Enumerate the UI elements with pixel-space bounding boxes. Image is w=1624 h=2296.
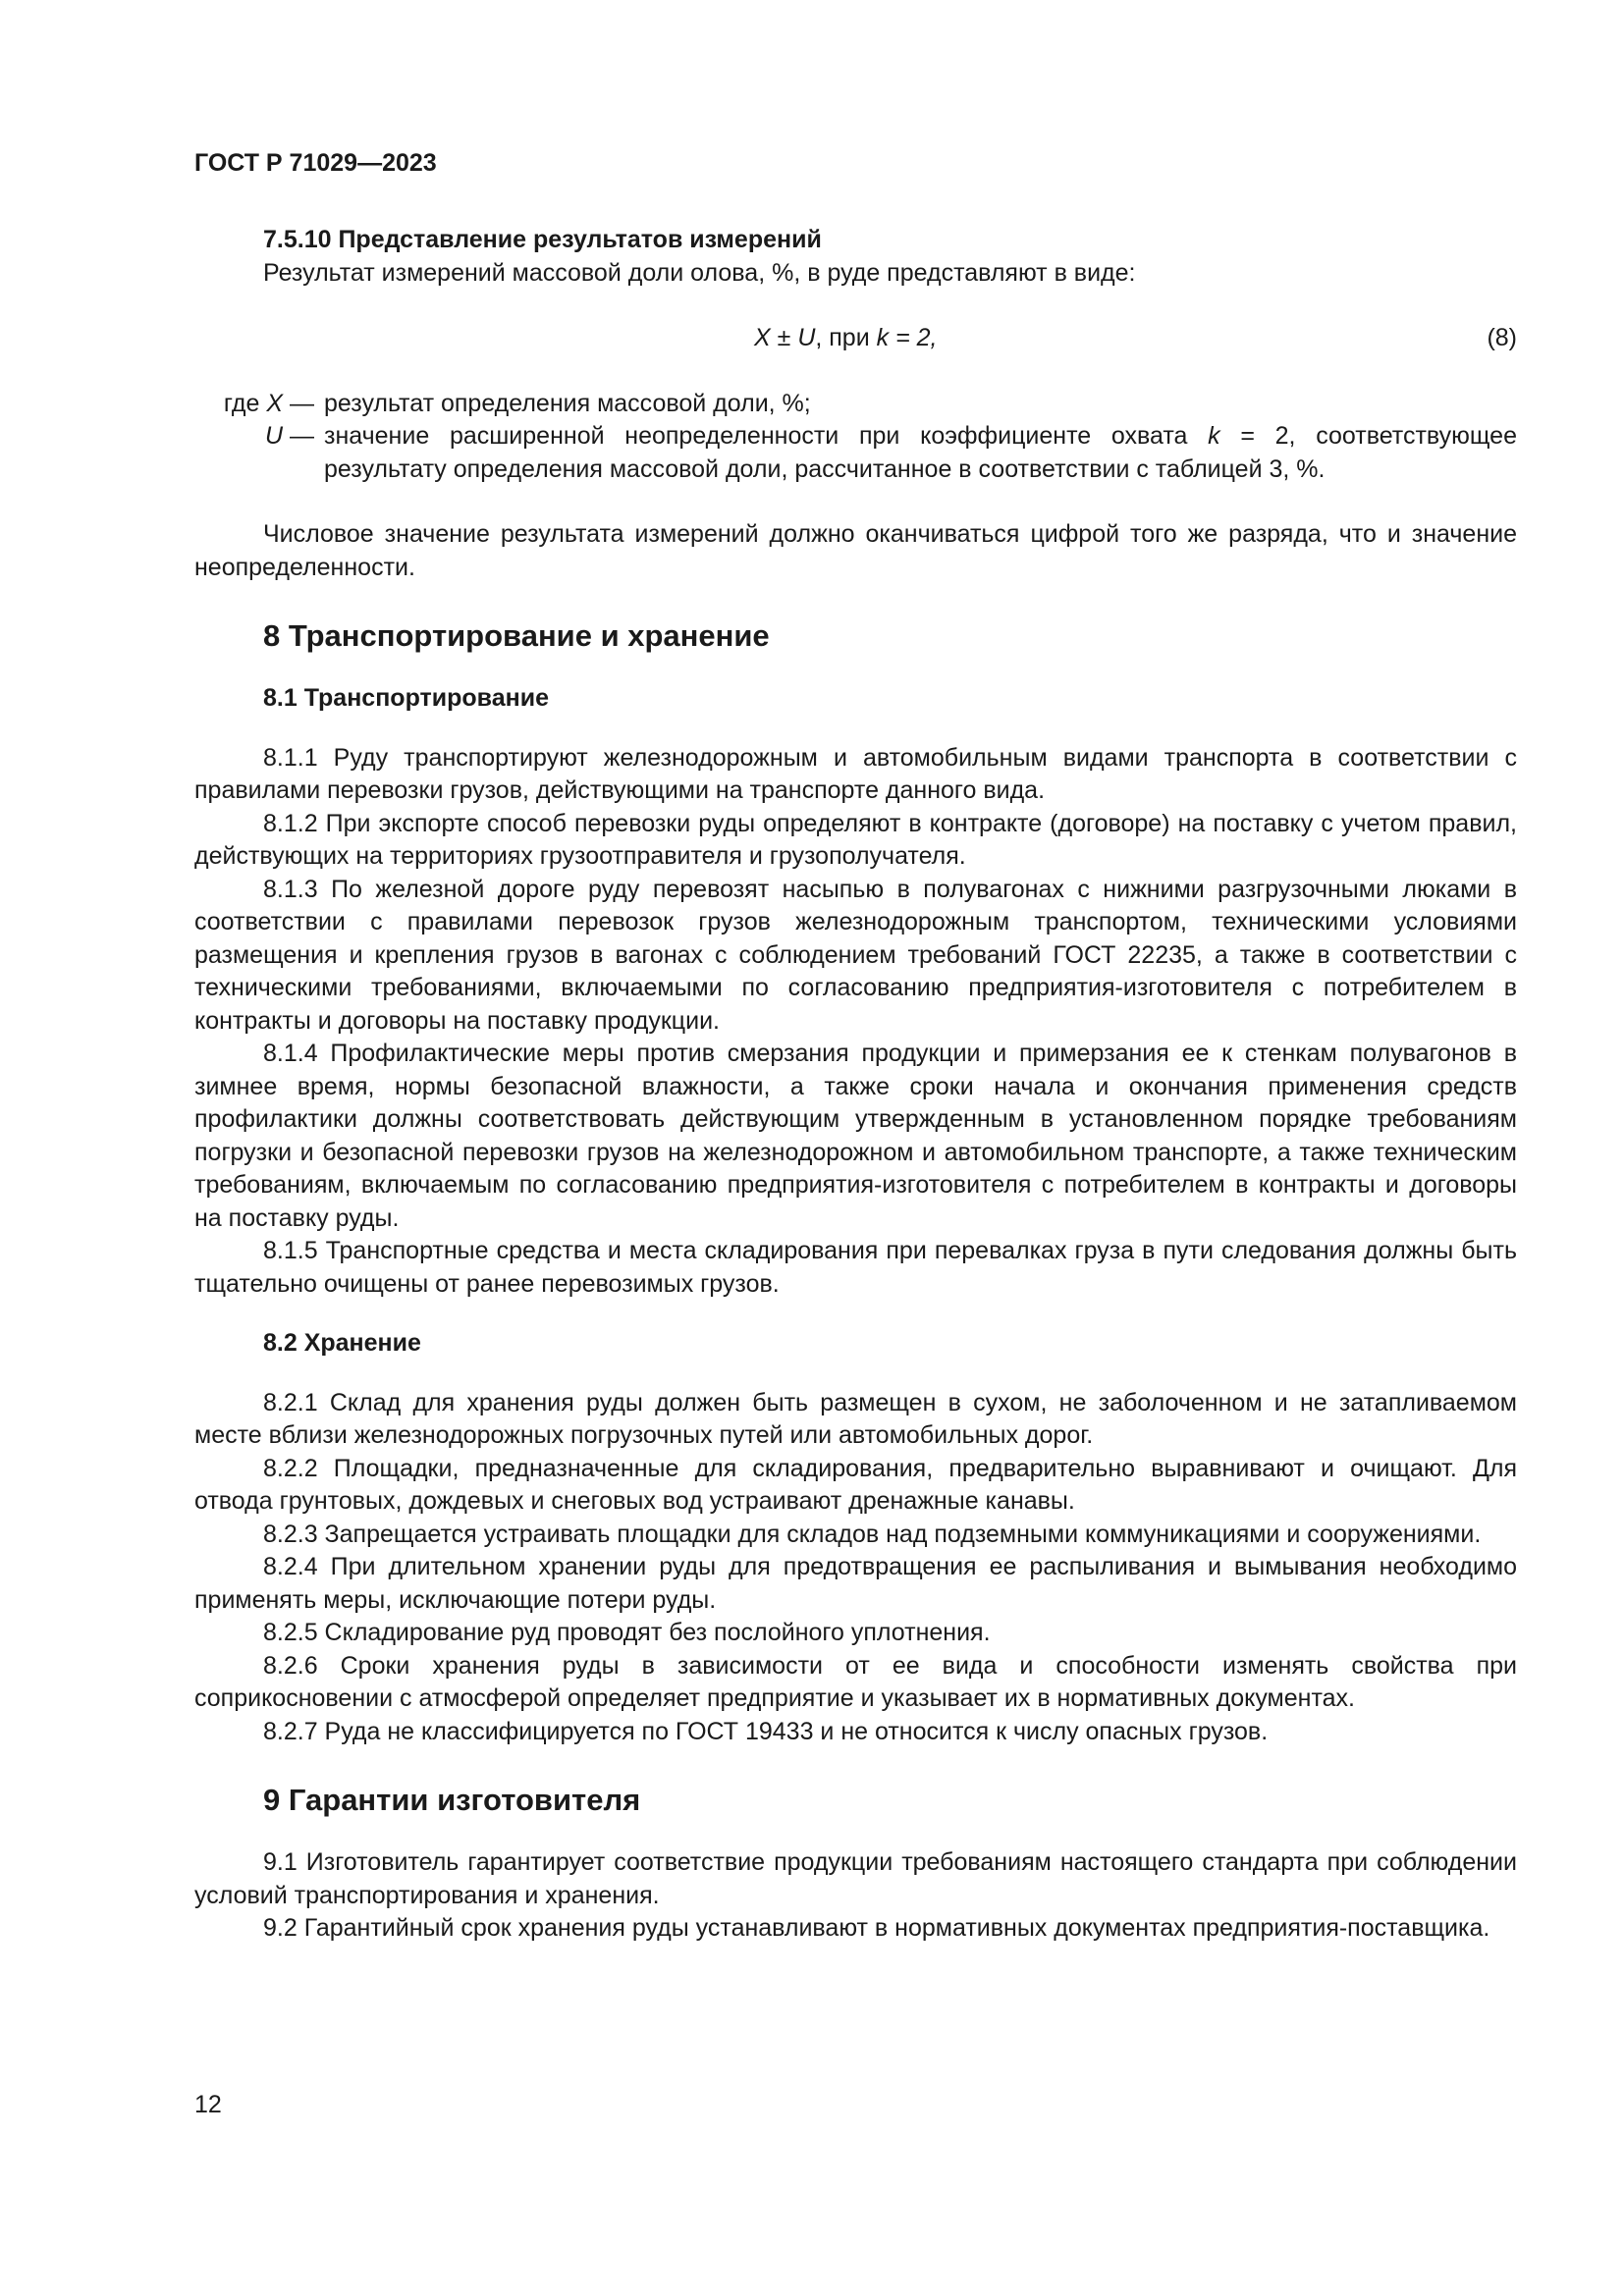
paragraph-9-1: 9.1 Изготовитель гарантирует соответствие продукции требованиям настоящего стандарта при соблюдении условий транспортирования и хранения.	[194, 1848, 1517, 1909]
paragraph-8-2-3: 8.2.3 Запрещается устраивать площадки для складов над подземными коммуникациями и сооружениями.	[263, 1520, 1482, 1548]
formula-expression: X ± U, при k = 2,	[754, 324, 938, 351]
paragraph-8-1-5: 8.1.5 Транспортные средства и места складирования при перевалках груза в пути следования должны быть тщательно очищены от ранее перевозимых грузов.	[194, 1237, 1517, 1298]
section-7-5-10-title: 7.5.10 Представление результатов измерений	[263, 226, 822, 253]
paragraph-8-2-2: 8.2.2 Площадки, предназначенные для складирования, предварительно выравнивают и очищают. Для отвода грунтовых, дождевых и снеговых вод устраивают дренажные канавы.	[194, 1454, 1517, 1515]
paragraph-8-1-4: 8.1.4 Профилактические меры против смерзания продукции и примерзания ее к стенкам полувагонов в зимнее время, нормы безопасной влажности, а также сроки начала и окончания применения средств профилактики должны соответствовать действующим утвержденным в установленном порядке требованиям погрузки и безопасной перевозки грузов на железнодорожном и автомобильном транспорте, а также техническим требованиям, включаемым по согласованию предприятия-изготовителя с потребителем в контракты и договоры на поставку руды.	[194, 1040, 1517, 1232]
formula-number: (8)	[1487, 324, 1517, 351]
paragraph-8-2-1: 8.2.1 Склад для хранения руды должен быть размещен в сухом, не заболоченном и не затапливаемом месте вблизи железнодорожных погрузочных путей или автомобильных дорог.	[194, 1388, 1517, 1449]
paragraph-8-1-3: 8.1.3 По железной дороге руду перевозят насыпью в полувагонах с нижними разгрузочными люками в соответствии с правилами перевозок грузов железнодорожным транспортом, техническими условиями размещения и крепления грузов в вагонах с соблюдением требований ГОСТ 22235, а также в соответствии с техническими требованиями, включаемыми по согласованию предприятия-изготовителя с потребителем в контракты и договоры на поставку продукции.	[194, 875, 1517, 1035]
document-body	[194, 224, 1517, 1946]
paragraph-8-2-7: 8.2.7 Руда не классифицируется по ГОСТ 19433 и не относится к числу опасных грузов.	[263, 1717, 1269, 1745]
document-header: ГОСТ Р 71029—2023	[194, 149, 437, 177]
paragraph-8-2-5: 8.2.5 Складирование руд проводят без послойного уплотнения.	[263, 1619, 991, 1646]
formula-8	[194, 322, 1517, 355]
section-9-heading: 9 Гарантии изготовителя	[263, 1783, 641, 1817]
section-8-heading: 8 Транспортирование и хранение	[263, 618, 770, 653]
section-8-1-heading: 8.1 Транспортирование	[263, 684, 549, 712]
section-8-2-heading: 8.2 Хранение	[263, 1329, 421, 1357]
paragraph-9-2: 9.2 Гарантийный срок хранения руды устанавливают в нормативных документах предприятия-поставщика.	[263, 1914, 1490, 1942]
legend-item-u: U — значение расширенной неопределенности при коэффициенте охвата k = 2, соответствующее результату определения массовой доли, рассчитанное в соответствии с таблицей 3, %.	[264, 422, 1517, 483]
paragraph-8-1-2: 8.1.2 При экспорте способ перевозки руды определяют в контракте (договоре) на поставку с учетом правил, действующих на территориях грузоотправителя и грузополучателя.	[194, 809, 1517, 870]
paragraph-8-2-6: 8.2.6 Сроки хранения руды в зависимости от ее вида и способности изменять свойства при соприкосновении с атмосферой определяет предприятие и указывает их в нормативных документах.	[194, 1651, 1517, 1712]
section-7-5-10-intro: Результат измерений массовой доли олова, %, в руде представляют в виде:	[263, 258, 1136, 287]
paragraph-8-2-4: 8.2.4 При длительном хранении руды для предотвращения ее распыливания и вымывания необходимо применять меры, исключающие потери руды.	[194, 1553, 1517, 1614]
formula-legend	[194, 388, 1517, 487]
page-number: 12	[194, 2091, 222, 2118]
paragraph-8-1-1: 8.1.1 Руду транспортируют железнодорожным и автомобильным видами транспорта в соответствии с правилами перевозки грузов, действующими на транспорте данного вида.	[194, 743, 1517, 804]
section-7-5-10-note: Числовое значение результата измерений должно оканчиваться цифрой того же разряда, что и значение неопределенности.	[194, 520, 1517, 581]
legend-item-x: где X — результат определения массовой доли, %;	[223, 389, 811, 417]
